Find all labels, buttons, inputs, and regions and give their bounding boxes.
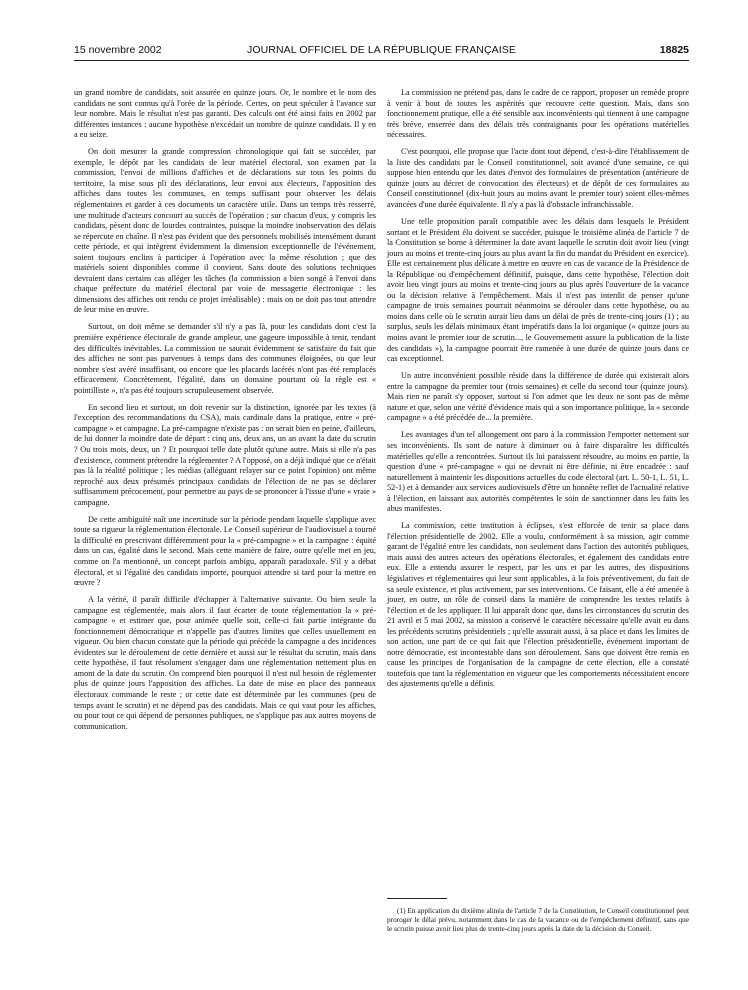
left-column	[74, 88, 376, 739]
header-rule	[74, 60, 689, 61]
footnote: (1) En application du dixième alinéa de l'article 7 de la Constitution, le Conseil constitutionnel peut proroger le délai prévu, notamment dans le cas de la vacance ou de l'empêchement définitif, sans que le scrutin puisse avoir lieu plus de trente-cinq jours après la date de la décision du Conseil.	[387, 906, 689, 934]
page-number: 18825	[659, 44, 689, 56]
paragraph: De cette ambiguïté naît une incertitude sur la période pendant laquelle s'applique avec toute sa rigueur la réglementation électorale. Le Conseil supérieur de l'audiovisuel a tourné la difficulté en prescrivant différemment pour la « pré-campagne » et la campagne : équité dans un cas, égalité dans le second. Mais cette manière de faire, outre qu'elle met en jeu, comme on l'a mentionné, un concept parfois ambigu, apparaît paradoxale. S'il y a débat électoral, et si l'égalité des candidats importe, pourquoi attendre si tard pour la mettre en œuvre ?	[74, 514, 376, 588]
paragraph: un grand nombre de candidats, soit assurée en quinze jours. Or, le nombre et le nom des candidats ne sont connus qu'à l'orée de la période. Certes, on peut spéculer à l'avance sur leur nombre. Mais le résultat n'est pas garanti. Des calculs ont été ainsi faits en 2002 par différentes instances : aucune hypothèse n'excédait un nombre de quinze candidats. Il y en a eu seize.	[74, 88, 376, 140]
page-header	[74, 43, 689, 57]
paragraph: C'est pourquoi, elle propose que l'acte dont tout dépend, c'est-à-dire l'établissement de la liste des candidats par le Conseil constitutionnel, soit avancé d'une semaine, ce qui suppose bien entendu que les dates d'envoi des formulaires de présentation (antérieure de quinze jours au décret de convocation des électeurs) et de dépôt de ces formulaires au Conseil constitutionnel (dix-huit jours au moins avant le premier tour) soient elles-mêmes avancées d'une durée équivalente. Il n'y a pas là d'obstacle infranchissable.	[387, 147, 689, 209]
paragraph: A la vérité, il paraît difficile d'échapper à l'alternative suivante. Ou bien seule la campagne est réglementée, mais alors il faut écarter de toute réglementation la « pré-campagne » et estimer que, pour animée quelle soit, celle-ci fait partie intégrante du fonctionnement démocratique et n'appelle pas d'autres limites que celles usuellement en vigueur. Ou bien chacun constate que la période qui précède la campagne a des incidences évidentes sur le déroulement de cette dernière et aussi sur le résultat du scrutin, mais dans cette hypothèse, il faut résolument s'engager dans une réglementation nettement plus en amont de la date du scrutin. On comprend bien pourquoi il n'est nul besoin de réglementer plus de quinze jours l'apposition des affiches. La date de mise en place des panneaux électoraux commande le reste ; or cette date est déterminée par les communes (peu de temps avant le scrutin) et ne dépend pas des candidats. Mais ce qui vaut pour les affiches, ou pour tout ce qui dépend de personnes publiques, ne s'applique pas aux autres moyens de communication.	[74, 595, 376, 731]
paragraph: La commission ne prétend pas, dans le cadre de ce rapport, proposer un remède propre à venir à bout de toutes les aspérités que recouvre cette question. Mais, dans son fonctionnement pratique, elle a été sensible aux inconvénients qui tiennent à une campagne très brève, enserrée dans des délais très contraignants pour les opérations matérielles nécessaires.	[387, 88, 689, 140]
paragraph: Surtout, on doit même se demander s'il n'y a pas là, pour les candidats dont c'est la première expérience électorale de grande ampleur, une gageure impossible à tenir, rendant des difficultés inévitables. La commission ne saurait évidemment se satisfaire du fait que des affiches ne sont pas parvenues à temps dans des communes éloignées, ou que leur nombre s'est avéré insuffisant, ou encore que les placards lacérés n'ont pas été remplacés efficacement. Concrètement, l'égalité, dans un domaine pourtant où la règle est « pointilliste », n'a pas été toujours scrupuleusement observée.	[74, 322, 376, 395]
right-column	[387, 88, 689, 697]
paragraph: En second lieu et surtout, on doit revenir sur la distinction, ignorée par les textes (à l'exception des recommandations du CSA), mais cardinale dans la pratique, entre « pré-campagne » et campagne. La pré-campagne n'existe pas : on serait bien en peine, d'ailleurs, de lui donner la moindre date de départ : cinq ans, deux ans, un an avant la date du scrutin ? Ou trois mois, deux, un ? Et pourquoi telle date plutôt qu'une autre. Mais si elle n'a pas d'existence, comment prétendre la réglementer ? A l'opposé, on a déjà indiqué que ce n'était pas là la réalité politique ; les médias (alléguant relayer sur ce point l'opinion) ont même reproché aux deux présumés principaux candidats de l'élection de ne pas se déclarer suffisamment précocement, pour permettre au pays de se prononcer à l'issue d'une « vraie » campagne.	[74, 402, 376, 507]
paragraph: La commission, cette institution à éclipses, s'est efforcée de tenir sa place dans l'élection présidentielle de 2002. Elle a voulu, conformément à sa mission, agir comme garant de l'égalité entre les candidats, non seulement dans l'action des autorités publiques, mais aussi des autres acteurs des opérations électorales, et également des candidats entre eux. Elle a entendu assurer le respect, par les uns et par les autres, des dispositions législatives et réglementaires qui leur sont applicables, à la fois préventivement, du fait de sa seule existence, et plus activement, par ses interventions. Ce faisant, elle a été amenée à jouer, en outre, un rôle de conseil dans la manière de comprendre les textes relatifs à l'élection et de les appliquer. Il lui apparaît donc que, dans les circonstances du scrutin des 21 avril et 5 mai 2002, sa mission a conservé le caractère nécessaire qu'elle avait eu dans les précédents scrutins présidentiels ; qu'elle assurait aussi, à sa place et dans les limites de son action, une part de ce qui fait que l'élection présidentielle, événement important de notre démocratie, est incontestable dans son déroulement. Sans que doivent être remis en cause les principes de l'organisation de la campagne de cette élection, elle a constaté toutefois que tant la réglementation en vigueur que les comportements nécessitaient encore des ajustements qu'elle a définis.	[387, 521, 689, 689]
journal-title: JOURNAL OFFICIEL DE LA RÉPUBLIQUE FRANÇAISE	[247, 44, 516, 56]
publication-date: 15 novembre 2002	[74, 44, 162, 56]
paragraph: Une telle proposition paraît compatible avec les délais dans lesquels le Président sortant et le Président élu doivent se succéder, puisque le troisième alinéa de l'article 7 de la Constitution se borne à déterminer la date avant laquelle le scrutin doit avoir lieu (vingt jours au moins et trente-cinq jours au plus avant la fin du mandat du Président en exercice). Elle est certainement plus délicate à mettre en œuvre en cas de vacance de la Présidence de la République ou d'empêchement définitif, puisque, dans cette hypothèse, l'élection doit avoir lieu vingt jours au moins et trente-cinq jours au plus après l'ouverture de la vacance ou la décision relative à l'empêchement. Mais il n'est pas interdit de penser qu'une campagne de trois semaines pourrait néanmoins se dérouler dans cette hypothèse, ou au moins dans celle où le scrutin aurait lieu dans un délai de près de trente-cinq jours (1) ; au surplus, seuls les délais minimaux étant impératifs dans la loi organique (« quinze jours au moins avant le premier tour de scrutin..., le Gouvernement assure la publication de la liste des candidats »), la campagne pourrait être ramenée à une durée de quinze jours dans ce cas exceptionnel.	[387, 217, 689, 364]
paragraph: On doit mesurer la grande compression chronologique qui fait se succéder, par exemple, le dépôt par les candidats de leur matériel électoral, son examen par la commission, l'envoi de millions d'affiches et de déclarations sur tous les points du territoire, la mise sous pli des déclarations, leur envoi aux électeurs, l'apposition des affiches dans toutes les communes, en temps suffisant pour observer les délais réglementaires et garder à ces documents un caractère utile. Dans un temps très resserré, une multitude d'acteurs concourt au succès de l'opération ; sur chacun d'eux, y compris les candidats, pèsent donc de lourdes contraintes, puisque la moindre inobservation des délais se répercute en chaîne. Il n'est pas évident que des personnels mobilisés intensément durant cette période, et qui intègrent évidemment la dimension exceptionnelle de l'événement, soient toujours enclins à participer à l'opération avec la même résolution ; que des matériels soient disponibles comme il convient. Sans doute des solutions techniques devraient dans certains cas alléger les tâches (la commission a bien songé à l'envoi dans chaque préfecture du matériel électoral par voie de messagerie électronique : les dimensions des affiches ont rendu ce projet irréalisable) : mais on ne doit pas tout attendre de leur mise en œuvre.	[74, 147, 376, 315]
footnote-rule	[387, 898, 447, 899]
paragraph: Les avantages d'un tel allongement ont paru à la commission l'emporter nettement sur ses inconvénients. Ils sont de nature à diminuer ou à faire disparaître les difficultés matérielles qu'elle a rencontrées. Surtout ils lui paraissent résoudre, au moins en partie, la question d'une « pré-campagne » qui ne devrait ni être définie, ni être encadrée : sauf naturellement à maintenir les dispositions actuelles du code électoral (art. L. 50-1, L. 51, L. 52-1) et à demander aux services audiovisuels d'être un honnête reflet de l'actualité relative à l'élection, en laissant aux autorités compétentes le soin de sanctionner dans les faits les abus manifestes.	[387, 430, 689, 514]
paragraph: Un autre inconvénient possible réside dans la différence de durée qui existerait alors entre la campagne du premier tour (trois semaines) et celle du second tour (quinze jours). Mais rien ne paraît s'y opposer, surtout si l'on admet que les deux ne sont pas de même nature et que, selon une vérité d'évidence mais qui a son importance politique, la « seconde campagne » a été précédée de... la première.	[387, 371, 689, 423]
